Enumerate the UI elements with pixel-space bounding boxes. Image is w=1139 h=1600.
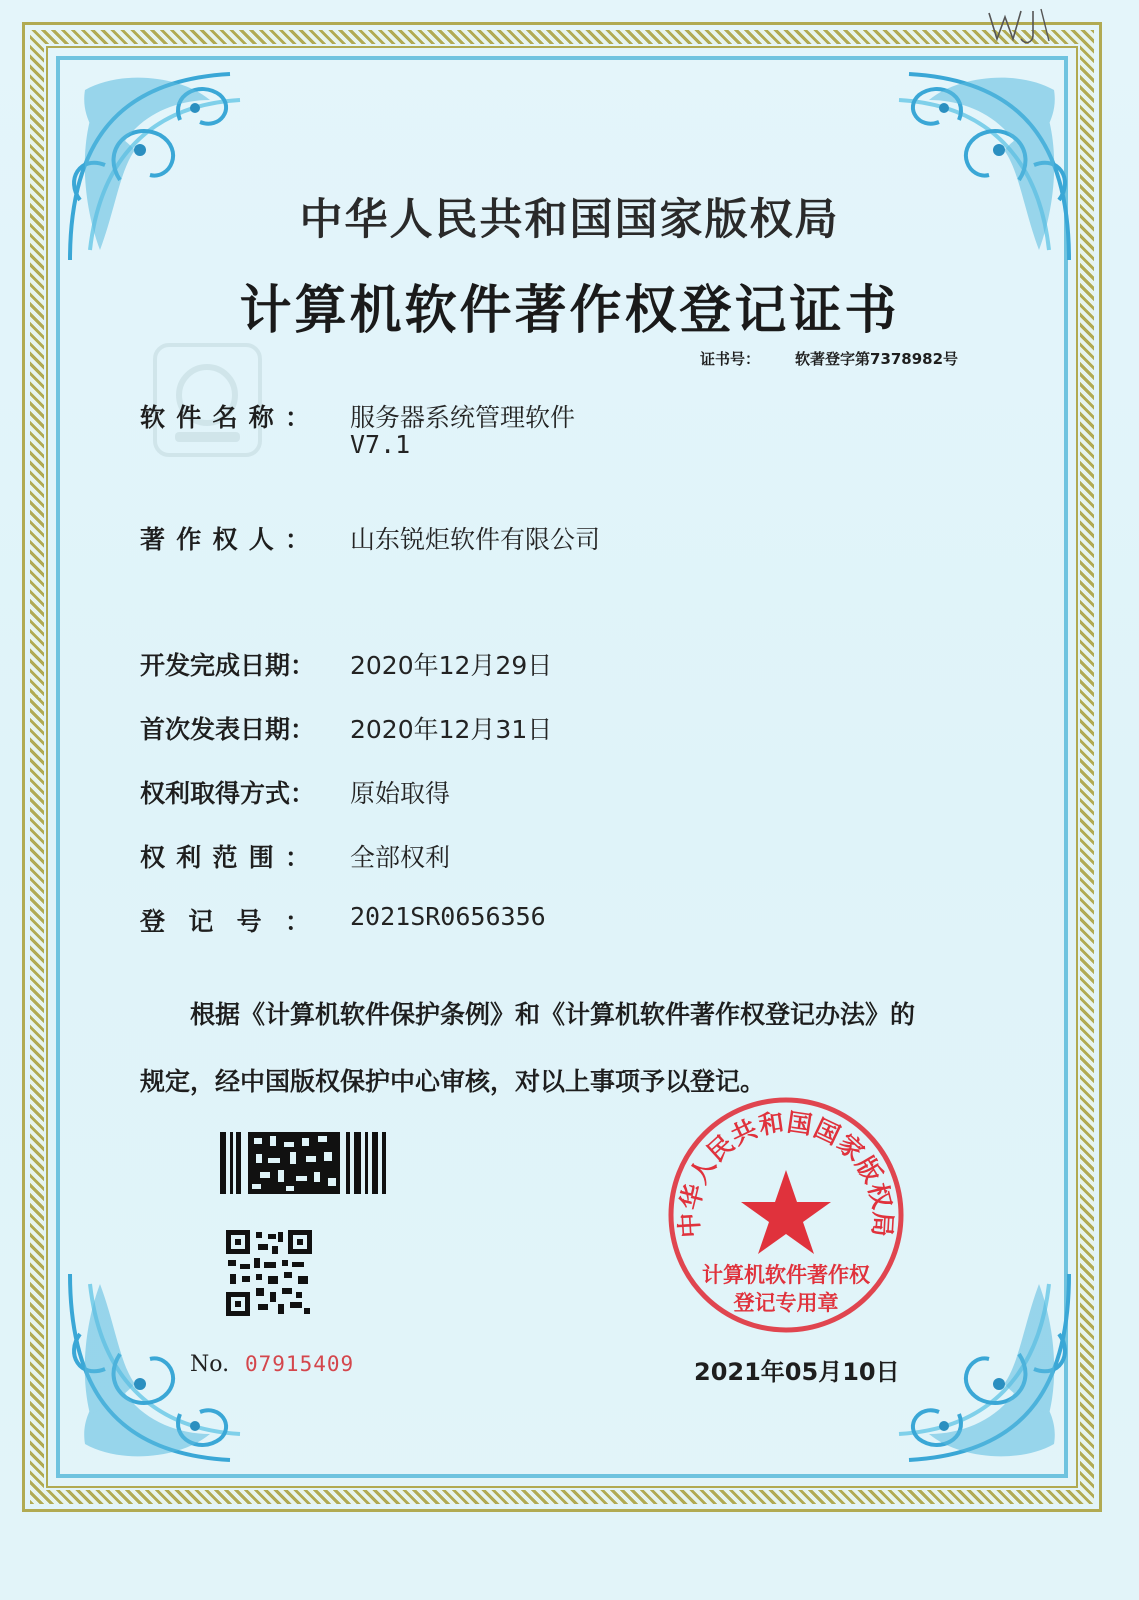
- certificate-title: 计算机软件著作权登记证书: [239, 280, 900, 341]
- issue-date: 2021年05月10日: [694, 1358, 900, 1386]
- label-char: ：: [284, 843, 310, 872]
- acquisition-method-label: 权利取得方式：: [140, 779, 316, 808]
- seal-inner-text-line2: 登记专用章: [733, 1291, 839, 1315]
- label-char: 范: [212, 843, 238, 872]
- qr-code-icon: [226, 1230, 312, 1316]
- software-name-value: 服务器系统管理软件: [350, 403, 576, 432]
- handwritten-initials: [985, 5, 1055, 47]
- label-char: 权: [140, 843, 166, 872]
- label-char: 人: [248, 525, 274, 554]
- legal-basis-text-line1: 根据《计算机软件保护条例》和《计算机软件著作权登记办法》的: [190, 1000, 916, 1029]
- label-char: ：: [284, 907, 310, 936]
- acquisition-method-value: 原始取得: [350, 779, 451, 808]
- barcode-icon: [220, 1132, 388, 1194]
- copyright-holder-value: 山东锐炬软件有限公司: [350, 525, 601, 554]
- label-char: 作: [176, 525, 202, 554]
- completion-date-value: 2020年12月29日: [350, 651, 553, 680]
- software-name-label: [140, 398, 310, 434]
- label-char: ：: [284, 525, 310, 554]
- serial-number-label: No.: [190, 1352, 230, 1377]
- label-char: 称: [248, 403, 274, 432]
- label-char: 围: [248, 843, 274, 872]
- label-char: 软: [140, 403, 166, 432]
- software-version-value: V7.1: [350, 430, 411, 459]
- seal-star-icon: [741, 1170, 831, 1254]
- official-seal: [663, 1092, 909, 1338]
- label-char: 号: [236, 907, 262, 936]
- label-char: 利: [176, 843, 202, 872]
- first-publication-value: 2020年12月31日: [350, 715, 553, 744]
- label-char: 权: [212, 525, 238, 554]
- legal-basis-text-line2: 规定，经中国版权保护中心审核，对以上事项予以登记。: [140, 1067, 766, 1096]
- first-publication-label: 首次发表日期：: [140, 715, 316, 744]
- label-char: 记: [188, 907, 214, 936]
- corner-ornament-top-left: [60, 60, 290, 290]
- certificate-number-label: 证书号：: [700, 350, 761, 368]
- label-char: 件: [176, 403, 202, 432]
- registration-number-label: [140, 902, 310, 938]
- registration-number-value: 2021SR0656356: [350, 902, 546, 931]
- label-char: 著: [140, 525, 166, 554]
- rights-scope-label: [140, 838, 310, 874]
- rights-scope-value: 全部权利: [350, 843, 451, 872]
- label-char: 登: [140, 907, 166, 936]
- certificate-number-value: 软著登字第7378982号: [795, 350, 959, 368]
- label-char: 名: [212, 403, 238, 432]
- seal-outer-text: 中华人民共和国国家版权局: [674, 1107, 898, 1239]
- completion-date-label: 开发完成日期：: [140, 651, 316, 680]
- seal-inner-text-line1: 计算机软件著作权: [702, 1263, 870, 1287]
- label-char: ：: [284, 403, 310, 432]
- serial-number-value: 07915409: [245, 1352, 355, 1376]
- copyright-holder-label: [140, 520, 310, 556]
- corner-ornament-top-right: [849, 60, 1079, 290]
- issuing-authority: 中华人民共和国国家版权局: [299, 195, 840, 245]
